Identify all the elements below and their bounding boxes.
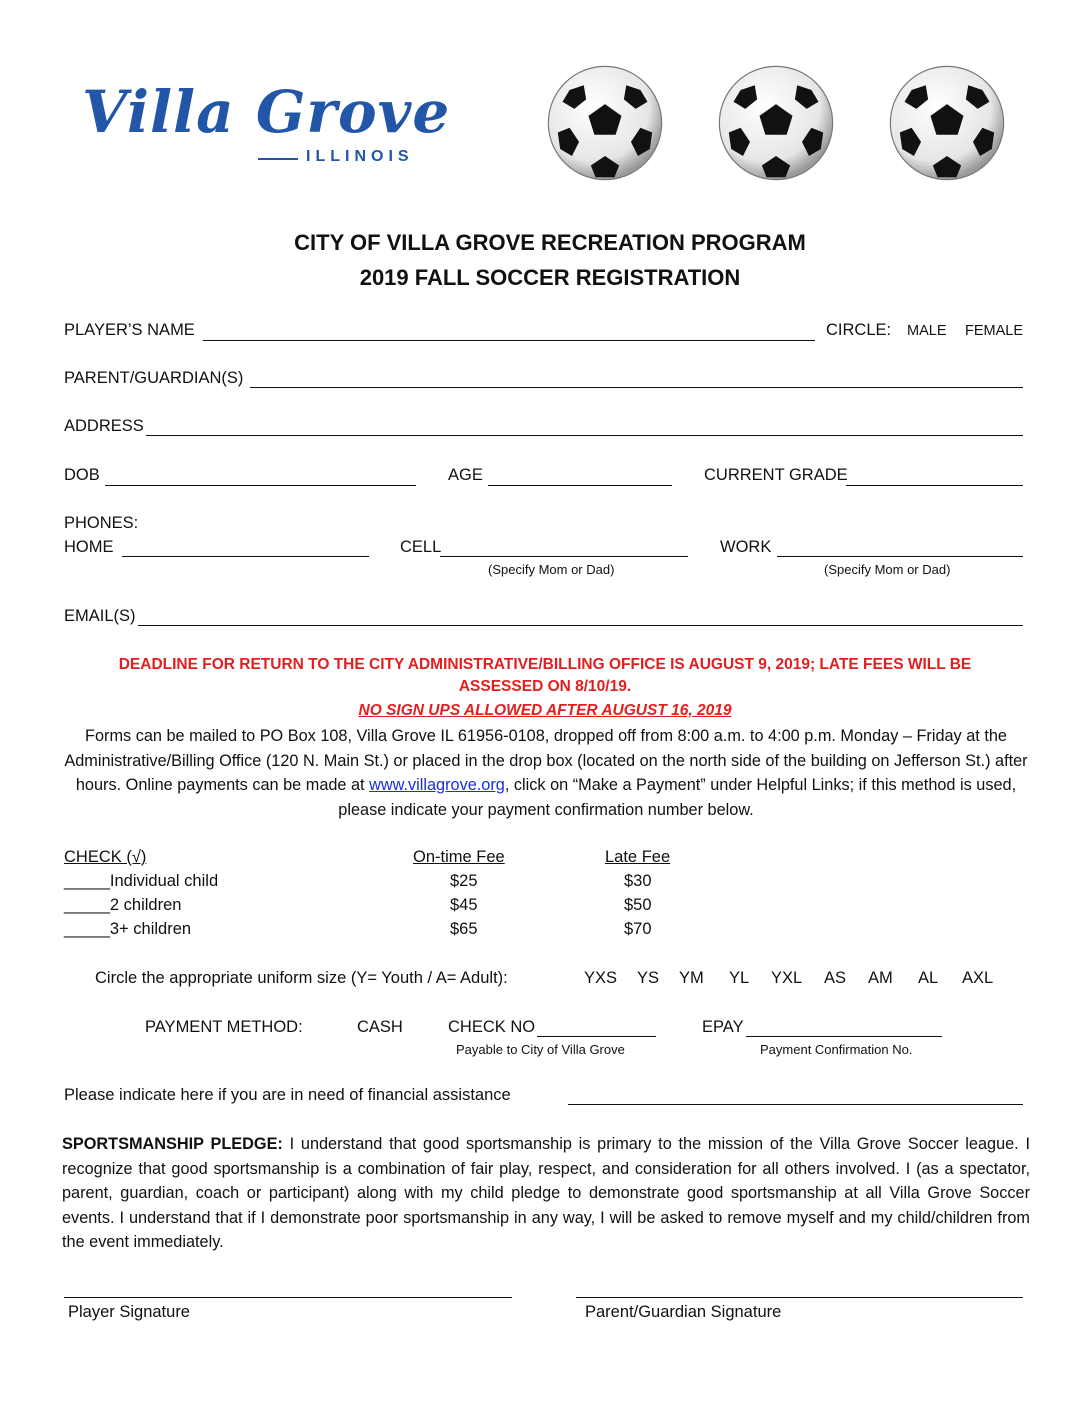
uniform-size-option[interactable]: AXL xyxy=(962,969,994,987)
payment-epay-label[interactable]: EPAY xyxy=(702,1018,744,1036)
parent-field[interactable] xyxy=(250,387,1023,388)
pledge-heading: SPORTSMANSHIP PLEDGE: xyxy=(62,1135,283,1153)
players-name-label: PLAYER’S NAME xyxy=(64,321,195,339)
parent-label: PARENT/GUARDIAN(S) xyxy=(64,369,244,387)
parent-signature-line[interactable] xyxy=(576,1297,1023,1298)
dob-label: DOB xyxy=(64,466,100,484)
fee-row-label[interactable]: _____2 children xyxy=(64,896,182,914)
financial-assistance-field[interactable] xyxy=(568,1104,1023,1105)
cell-phone-field[interactable] xyxy=(440,556,688,557)
pledge-text: I understand that good sportsmanship is primary to the mission of the Villa Grove Soccer league. I recognize that good sportsmanship is a combination of fair play, respect, and consideration for all others involved. I (as a spectator, parent, guardian, coach or participant) along with my child pledge to demonstrate good sportsmanship at all Villa Grove Soccer events. I understand that if I demonstrate poor sportsmanship in any way, I will be asked to remove myself and my child/children from the event immediately. xyxy=(62,1135,1030,1251)
uniform-size-option[interactable]: YM xyxy=(679,969,704,987)
home-phone-field[interactable] xyxy=(122,556,369,557)
uniform-size-option[interactable]: YXL xyxy=(771,969,803,987)
payment-method-label: PAYMENT METHOD: xyxy=(145,1018,303,1036)
fees-header-check: CHECK (√) xyxy=(64,848,147,866)
email-label: EMAIL(S) xyxy=(64,607,136,625)
female-option[interactable]: FEMALE xyxy=(965,323,1024,339)
instructions-text-1: Forms can be mailed to PO Box 108, Villa Grove IL 61956-0108, dropped off from 8:00 a.m. to 4:00 p.m. Monday – Friday at the Administrative/Billing Office (120 N. Main St.) or placed in the drop box (located on the north side of the building on Jefferson St.) after hours. Online payments can be made at xyxy=(64,727,1028,794)
check-payable-note: Payable to City of Villa Grove xyxy=(456,1042,625,1057)
player-signature-line[interactable] xyxy=(64,1297,512,1298)
check-number-field[interactable] xyxy=(537,1036,656,1037)
deadline-notice-line1: DEADLINE FOR RETURN TO THE CITY ADMINISTRATIVE/BILLING OFFICE IS AUGUST 9, 2019; LATE FEES WILL BE xyxy=(118,656,972,673)
logo-subtitle: ILLINOIS xyxy=(306,148,414,165)
address-field[interactable] xyxy=(146,435,1023,436)
parent-signature-label: Parent/Guardian Signature xyxy=(585,1303,782,1321)
epay-confirmation-field[interactable] xyxy=(746,1036,942,1037)
dob-field[interactable] xyxy=(105,485,416,486)
uniform-size-option[interactable]: AL xyxy=(918,969,939,987)
uniform-size-option[interactable]: YS xyxy=(637,969,660,987)
soccer-ball-icon xyxy=(717,64,835,182)
uniform-size-option[interactable]: YXS xyxy=(584,969,618,987)
uniform-size-option[interactable]: AS xyxy=(824,969,847,987)
fee-row-late: $30 xyxy=(624,872,652,890)
fee-row-late: $70 xyxy=(624,920,652,938)
page-title: CITY OF VILLA GROVE RECREATION PROGRAM xyxy=(294,230,806,255)
fee-row-late: $50 xyxy=(624,896,652,914)
payment-check-label[interactable]: CHECK NO xyxy=(448,1018,536,1036)
age-label: AGE xyxy=(448,466,483,484)
payment-cash-option[interactable]: CASH xyxy=(357,1018,403,1036)
fees-header-late: Late Fee xyxy=(605,848,671,866)
player-signature-label: Player Signature xyxy=(68,1303,190,1321)
age-field[interactable] xyxy=(488,485,672,486)
email-field[interactable] xyxy=(138,625,1023,626)
circle-label: CIRCLE: xyxy=(826,321,892,339)
soccer-ball-icon xyxy=(546,64,664,182)
cell-specify-note: (Specify Mom or Dad) xyxy=(488,562,615,577)
fees-header-ontime: On-time Fee xyxy=(413,848,505,866)
soccer-ball-icon xyxy=(888,64,1006,182)
cell-phone-label: CELL xyxy=(400,538,442,556)
home-phone-label: HOME xyxy=(64,538,114,556)
address-label: ADDRESS xyxy=(64,417,144,435)
fee-row-ontime: $25 xyxy=(450,872,478,890)
instructions-paragraph xyxy=(62,724,1030,822)
logo-rule xyxy=(258,158,298,160)
sportsmanship-pledge xyxy=(62,1132,1030,1255)
website-link[interactable]: www.villagrove.org xyxy=(369,776,505,794)
no-signups-notice: NO SIGN UPS ALLOWED AFTER AUGUST 16, 2019 xyxy=(358,702,732,719)
work-phone-label: WORK xyxy=(720,538,772,556)
current-grade-field[interactable] xyxy=(846,485,1023,486)
page-subtitle: 2019 FALL SOCCER REGISTRATION xyxy=(359,265,741,290)
work-phone-field[interactable] xyxy=(777,556,1023,557)
instructions-text-2: , click on “Make a Payment” under Helpful Links; if this method is used, please indicate your payment confirmation number below. xyxy=(338,776,1017,819)
uniform-size-option[interactable]: AM xyxy=(868,969,893,987)
fee-row-label[interactable]: _____3+ children xyxy=(64,920,192,938)
deadline-notice-line2: ASSESSED ON 8/10/19. xyxy=(458,678,632,695)
uniform-size-option[interactable]: YL xyxy=(729,969,750,987)
work-specify-note: (Specify Mom or Dad) xyxy=(824,562,951,577)
uniform-size-prompt: Circle the appropriate uniform size (Y= Youth / A= Adult): xyxy=(95,969,508,987)
epay-confirmation-note: Payment Confirmation No. xyxy=(760,1042,913,1057)
financial-assistance-label: Please indicate here if you are in need of financial assistance xyxy=(64,1086,511,1104)
male-option[interactable]: MALE xyxy=(907,323,947,339)
current-grade-label: CURRENT GRADE xyxy=(704,466,848,484)
fee-row-ontime: $65 xyxy=(450,920,478,938)
fee-row-ontime: $45 xyxy=(450,896,478,914)
players-name-field[interactable] xyxy=(203,340,815,341)
logo-wordmark: Villa Grove xyxy=(82,78,451,146)
phones-label: PHONES: xyxy=(64,514,139,532)
fee-row-label[interactable]: _____Individual child xyxy=(64,872,219,890)
